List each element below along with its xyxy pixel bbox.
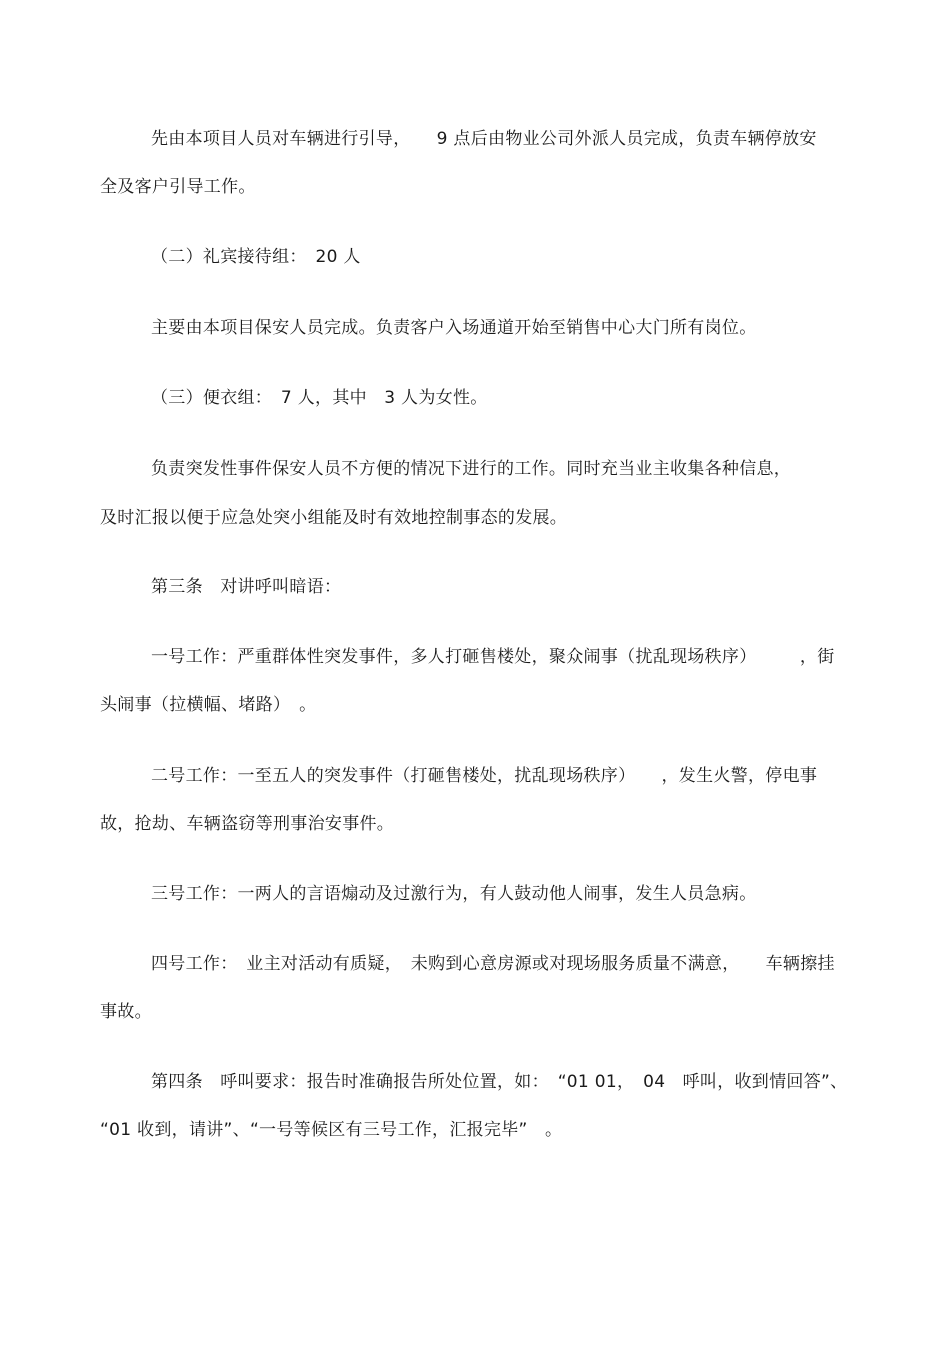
text-line: “01 收到，请讲”、“一号等候区有三号工作，汇报完毕” 。 bbox=[100, 1120, 563, 1140]
text-line: 负责突发性事件保安人员不方便的情况下进行的工作。同时充当业主收集各种信息， bbox=[151, 459, 792, 479]
text-line: 先由本项目人员对车辆进行引导， 9 点后由物业公司外派人员完成，负责车辆停放安 bbox=[151, 129, 817, 149]
text-line: 故，抢劫、车辆盗窃等刑事治安事件。 bbox=[100, 814, 395, 834]
text-line: 事故。 bbox=[100, 1002, 152, 1022]
text-line: 头闹事（拉横幅、堵路） 。 bbox=[100, 695, 317, 715]
article-heading: 第四条 呼叫要求：报告时准确报告所处位置，如： “01 01， 04 呼叫，收到情回答”、 bbox=[151, 1072, 848, 1092]
text-line: 及时汇报以便于应急处突小组能及时有效地控制事态的发展。 bbox=[100, 508, 568, 528]
text-line: 三号工作：一两人的言语煽动及过激行为，有人鼓动他人闹事，发生人员急病。 bbox=[151, 884, 757, 904]
text-line: 全及客户引导工作。 bbox=[100, 177, 256, 197]
text-line: 四号工作： 业主对活动有质疑， 未购到心意房源或对现场服务质量不满意， 车辆擦挂 bbox=[151, 954, 835, 974]
text-line: 二号工作：一至五人的突发事件（打砸售楼处，扰乱现场秩序） ，发生火警，停电事 bbox=[151, 766, 818, 786]
text-line: 一号工作：严重群体性突发事件，多人打砸售楼处，聚众闹事（扰乱现场秩序） ，街 bbox=[151, 647, 835, 667]
article-heading: 第三条 对讲呼叫暗语： bbox=[151, 577, 342, 597]
text-line: 主要由本项目保安人员完成。负责客户入场通道开始至销售中心大门所有岗位。 bbox=[151, 318, 757, 338]
section-heading: （二）礼宾接待组： 20 人 bbox=[151, 247, 361, 267]
section-heading: （三）便衣组： 7 人，其中 3 人为女性。 bbox=[151, 388, 488, 408]
